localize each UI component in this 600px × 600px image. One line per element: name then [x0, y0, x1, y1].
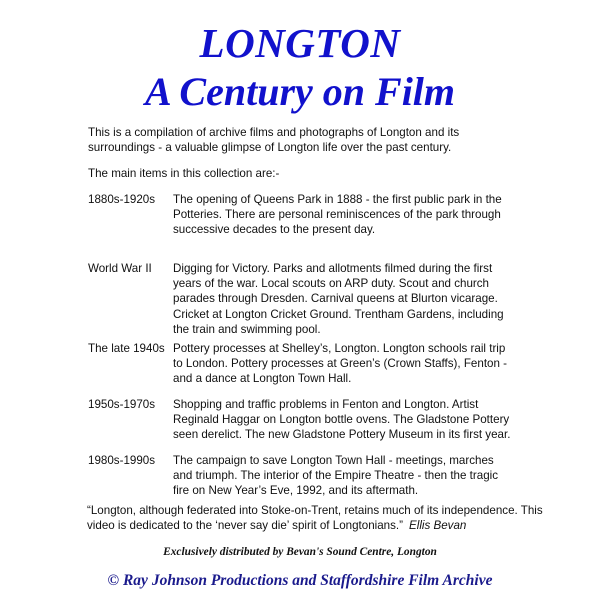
dedication-quote: [87, 503, 547, 533]
item-period: 1950s-1970s: [88, 398, 156, 411]
item-description: The opening of Queens Park in 1888 - the first public park in the Potteries. There are personal reminiscences of the park through successive decades to the present day.: [173, 193, 502, 237]
distribution-note: Exclusively distributed by Bevan's Sound Centre, Longton: [163, 546, 437, 558]
quote-author: Ellis Bevan: [409, 519, 467, 533]
item-description: Digging for Victory. Parks and allotments filmed during the first years of the war. Local scouts on ARP duty. Scout and church parades through Dresden. Carnival queens at Blurton vicarage. Cricket at Longton Cricket Ground. Trentham Gardens, including the train and swimming pool.: [173, 262, 504, 336]
copyright-line: © Ray Johnson Productions and Staffordshire Film Archive: [107, 572, 493, 589]
collection-item: [88, 341, 513, 387]
intro-paragraph: This is a compilation of archive films and photographs of Longton and its surroundings - a valuable glimpse of Longton life over the past century.: [88, 126, 460, 155]
collection-item: [88, 192, 513, 238]
item-description: Shopping and traffic problems in Fenton and Longton. Artist Reginald Haggar on Longton bottle ovens. The Gladstone Pottery seen derelict. The new Gladstone Pottery Museum in its first year.: [173, 398, 511, 442]
collection-item: [88, 261, 513, 337]
collection-item: [88, 453, 513, 499]
item-period: The late 1940s: [88, 342, 165, 355]
item-period: World War II: [88, 262, 152, 275]
item-description: Pottery processes at Shelley’s, Longton. Longton schools rail trip to London. Pottery processes at Green’s (Crown Staffs), Fenton - and a dance at Longton Town Hall.: [173, 342, 508, 386]
item-period: 1880s-1920s: [88, 193, 156, 206]
collection-lead: The main items in this collection are:-: [88, 167, 280, 180]
item-description: The campaign to save Longton Town Hall - meetings, marches and triumph. The interior of the Empire Theatre - then the tragic fire on New Year’s Eve, 1992, and its aftermath.: [173, 454, 499, 498]
subtitle-century-on-film: A Century on Film: [144, 69, 456, 114]
title-longton: LONGTON: [199, 20, 401, 66]
item-period: 1980s-1990s: [88, 454, 156, 467]
quote-text: “Longton, although federated into Stoke-on-Trent, retains much of its independence. This video is dedicated to the ‘never say die’ spirit of Longtonians.”: [87, 504, 543, 533]
collection-item: [88, 397, 513, 443]
